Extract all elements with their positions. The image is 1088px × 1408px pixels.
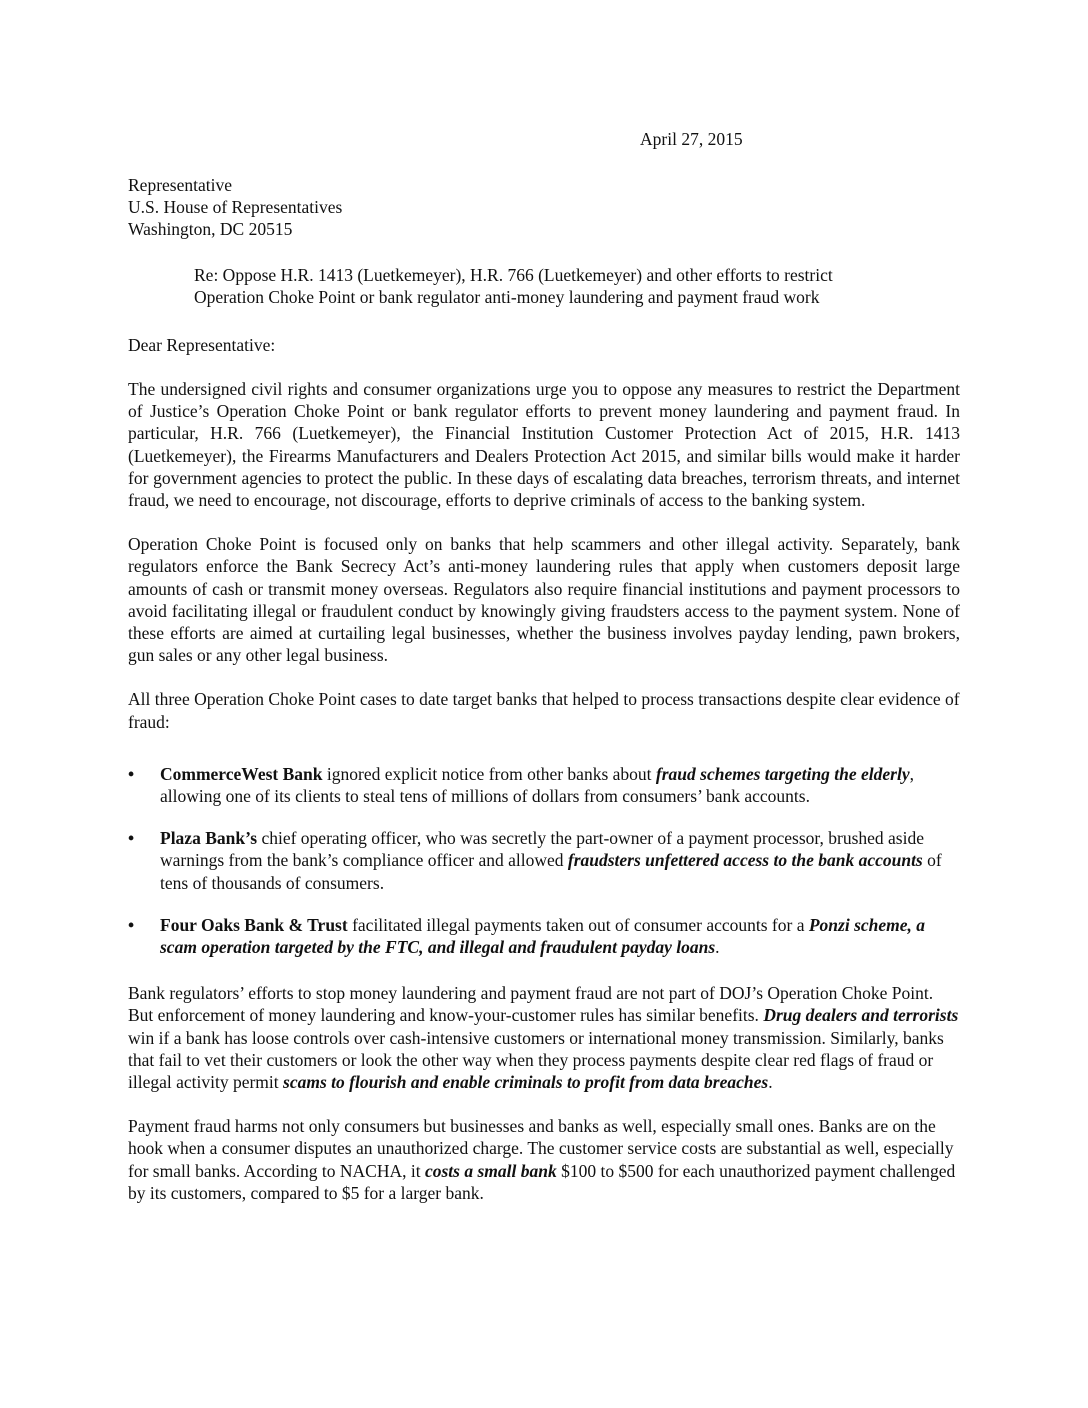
bullet-text: , allowing one of its clients to steal tens of millions of dollars from consumers’ bank accounts. <box>160 763 914 807</box>
paragraph-cases-intro: All three Operation Choke Point cases to date target banks that helped to process transactions despite clear evidence of fraud: <box>128 689 960 732</box>
paragraph-regulators <box>128 982 960 1093</box>
bullet-text: . <box>715 937 720 958</box>
salutation: Dear Representative: <box>128 335 276 355</box>
bullet-emphasis: fraudsters unfettered access to the bank accounts <box>567 850 923 871</box>
bullet-text: ignored explicit notice from other banks about <box>322 763 656 784</box>
address-line-1: Representative <box>128 175 232 195</box>
bullet-emphasis: fraud schemes targeting the elderly <box>655 763 910 784</box>
subject-line-1: Re: Oppose H.R. 1413 (Luetkemeyer), H.R. 766 (Luetkemeyer) and other efforts to restrict <box>194 265 833 285</box>
bank-name: Plaza Bank’s <box>160 828 258 849</box>
paragraph-emphasis: costs a small bank <box>424 1160 557 1181</box>
address-line-3: Washington, DC 20515 <box>128 219 293 240</box>
bank-name: Four Oaks Bank & Trust <box>160 914 348 935</box>
bullet-marker: • <box>128 763 135 784</box>
bullet-text: of tens of thousands of consumers. <box>160 850 942 893</box>
bullet-marker: • <box>128 828 135 849</box>
cases-list <box>128 763 960 958</box>
list-item <box>128 827 960 894</box>
bullet-marker: • <box>128 914 135 935</box>
letter-body <box>128 378 960 1226</box>
paragraph-text: $100 to $500 for each unauthorized payment challenged by its customers, compared to $5 for a larger bank. <box>128 1160 956 1203</box>
bank-name: CommerceWest Bank <box>160 763 323 784</box>
paragraph-text: Bank regulators’ efforts to stop money laundering and payment fraud are not part of DOJ’s Operation Choke Point. But enforcement of money laundering and know-your-customer rules has similar benefits. <box>128 983 934 1026</box>
paragraph-text: win if a bank has loose controls over cash-intensive customers or international money transmission. Similarly, banks that fail to vet their customers or look the other way when they process payments despite clear red flags of fraud or illegal activity permit <box>128 1027 944 1093</box>
recipient-address <box>128 174 342 241</box>
list-item <box>128 914 960 958</box>
paragraph-payment-fraud <box>128 1115 960 1204</box>
paragraph-text: . <box>768 1072 773 1093</box>
letter-date: April 27, 2015 <box>640 129 743 149</box>
subject-line <box>194 264 833 308</box>
paragraph-emphasis: Drug dealers and terrorists <box>763 1005 959 1026</box>
bullet-text: chief operating officer, who was secretly the part-owner of a payment processor, brushed aside warnings from the bank’s compliance officer and allowed <box>160 828 924 871</box>
list-item <box>128 763 960 807</box>
bullet-text: facilitated illegal payments taken out of consumer accounts for a <box>347 914 809 935</box>
paragraph-emphasis: scams to flourish and enable criminals to profit from data breaches <box>283 1072 769 1093</box>
paragraph-text: Payment fraud harms not only consumers but businesses and banks as well, especially small ones. Banks are on the hook when a consumer disputes an unauthorized charge. The customer service costs are substantial as well, especially for small banks. According to NACHA, it <box>128 1116 954 1181</box>
bullet-emphasis: Ponzi scheme, a scam operation targeted by the FTC, and illegal and fraudulent payday loans <box>160 914 926 958</box>
paragraph-intro: The undersigned civil rights and consumer organizations urge you to oppose any measures to restrict the Department of Justice’s Operation Choke Point or bank regulator efforts to prevent money laundering and payment fraud. In particular, H.R. 766 (Luetkemeyer), the Financial Institution Customer Protection Act of 2015, H.R. 1413 (Luetkemeyer), the Firearms Manufacturers and Dealers Protection Act 2015, and similar bills would make it harder for government agencies to protect the public. In these days of escalating data breaches, terrorism threats, and internet fraud, we need to encourage, not discourage, efforts to deprive criminals of access to the banking system. <box>128 379 960 511</box>
subject-line-2: Operation Choke Point or bank regulator anti-money laundering and payment fraud work <box>194 287 820 308</box>
address-line-2: U.S. House of Representatives <box>128 197 343 218</box>
paragraph-choke-point: Operation Choke Point is focused only on banks that help scammers and other illegal activity. Separately, bank regulators enforce the Bank Secrecy Act’s anti-money laundering rules that apply when customers deposit large amounts of cash or transmit money overseas. Regulators also require financial institutions and payment processors to avoid facilitating illegal or fraudulent conduct by knowingly giving fraudsters access to the payment system. None of these efforts are aimed at curtailing legal businesses, whether the business involves payday lending, pawn brokers, gun sales or any other legal business. <box>128 534 960 666</box>
